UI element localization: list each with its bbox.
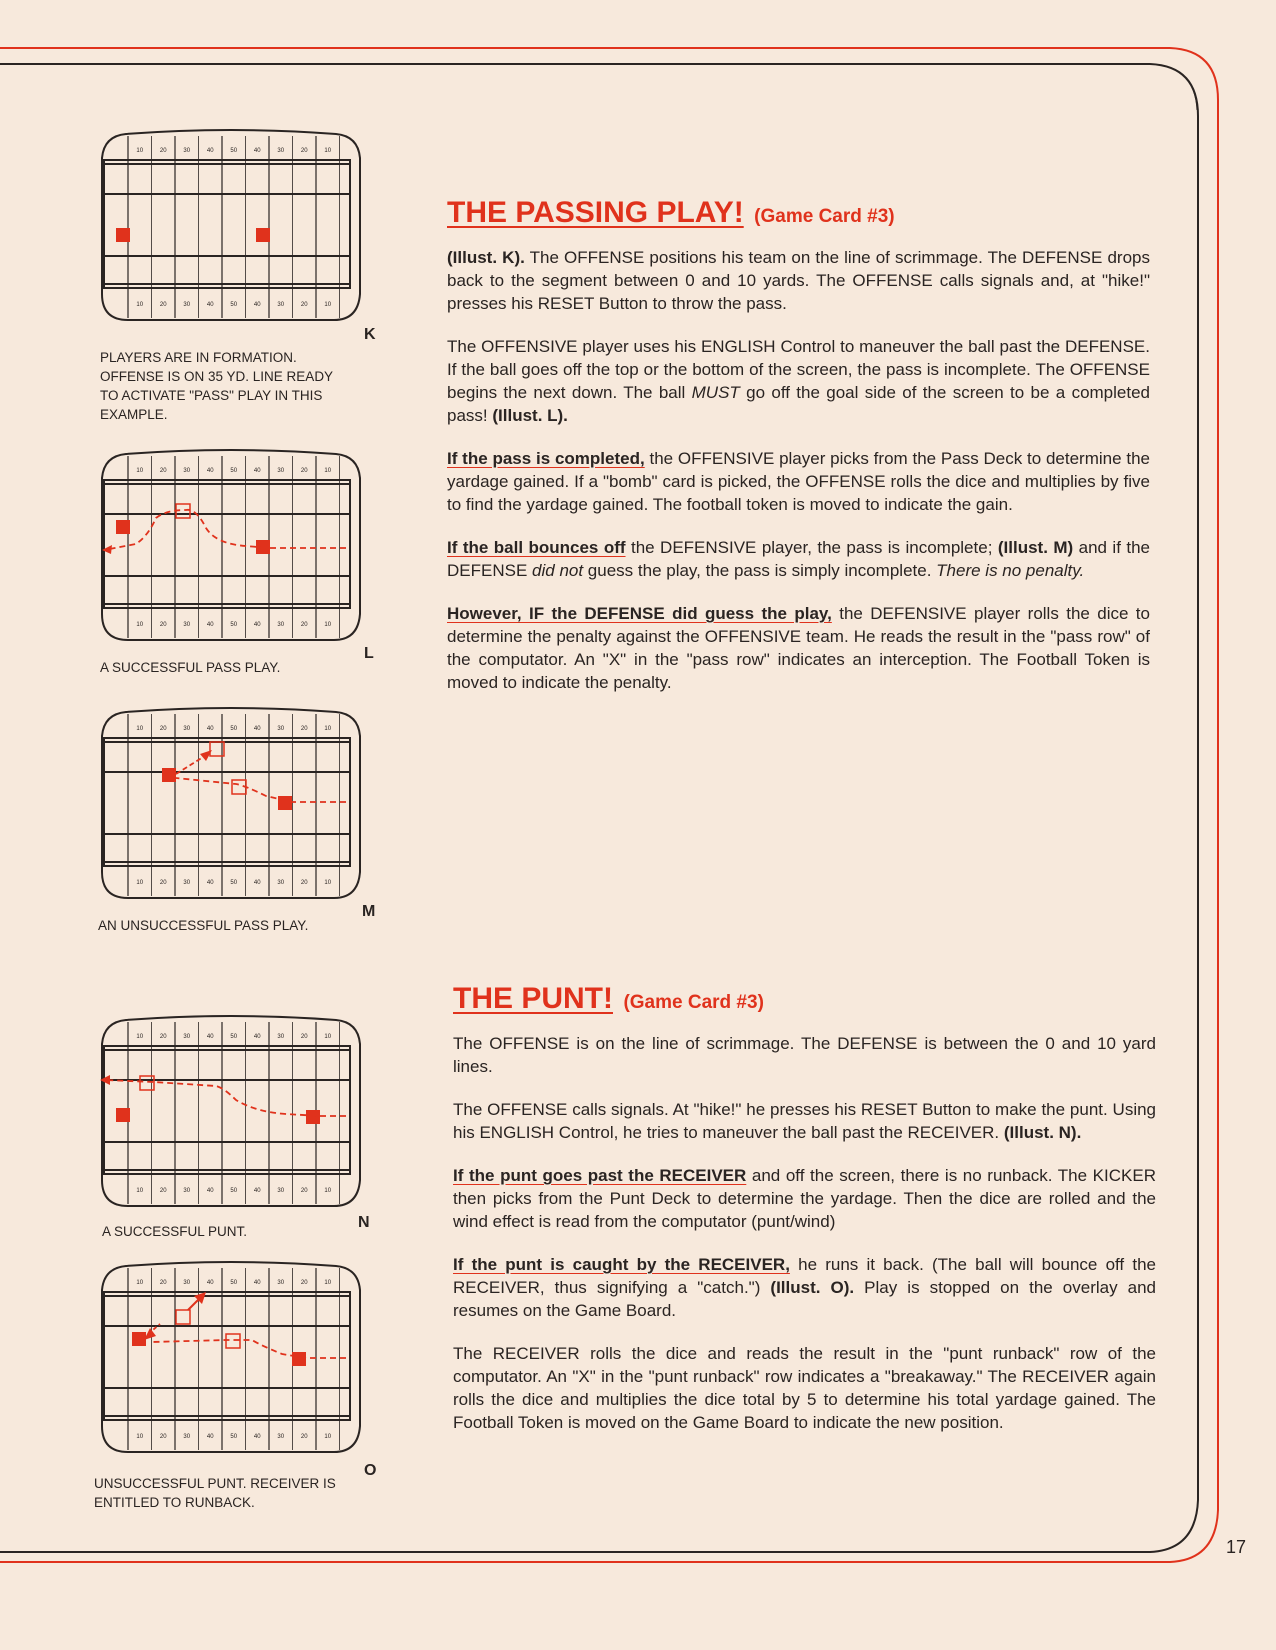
ball-path (152, 1340, 346, 1358)
text-segment: Play is stopped on the overlay and resumes on the Game Board. (453, 1278, 1156, 1320)
text-segment: the OFFENSIVE player picks from the Pass Deck to determine the yardage gained. If a "bomb" card is picked, the OFFENSE rolls the dice and multiplies by five to find the yardage gained. The football token is moved to indicate the gain. (447, 449, 1150, 514)
illustration-l (96, 448, 366, 658)
yard-label-bottom: 10 (136, 1434, 144, 1440)
yard-label-top: 40 (253, 148, 261, 154)
section-title: THE PUNT! (453, 982, 613, 1015)
section-heading (453, 982, 1156, 1016)
tv-screen-border (102, 130, 360, 320)
paragraph (447, 246, 1150, 315)
yard-label-top: 10 (324, 468, 332, 474)
yard-label-bottom: 40 (253, 880, 261, 886)
yard-label-top: 50 (230, 468, 238, 474)
text-segment: The OFFENSE calls signals. At "hike!" he presses his RESET Button to make the punt. Using his ENGLISH Control, he tries to maneuver the ball past the RECEIVER. (453, 1100, 1156, 1142)
yard-label-bottom: 20 (159, 622, 167, 628)
tv-screen-border (102, 450, 360, 640)
yard-label-top: 20 (300, 1280, 308, 1286)
field-outline (104, 1292, 350, 1420)
yard-label-top: 40 (206, 148, 214, 154)
yard-label-top: 10 (324, 726, 332, 732)
text-segment: The OFFENSE positions his team on the line of scrimmage. The DEFENSE drops back to the segment between 0 and 10 yards. The OFFENSE calls signals and, at "hike!" presses his RESET Button to throw the pass. (447, 248, 1150, 313)
section-heading (447, 196, 1150, 230)
text-segment: the DEFENSIVE player rolls the dice to determine the penalty against the OFFENSIVE team. He reads the result in the "pass row" of the computator. An "X" in the "pass row" indicates an interception. The Football Token is moved to indicate the penalty. (447, 604, 1150, 692)
yard-label-top: 50 (230, 148, 238, 154)
caption-m: AN UNSUCCESSFUL PASS PLAY. (98, 918, 309, 933)
text-segment: guess the play, the pass is simply incomplete. (583, 561, 937, 580)
yard-label-bottom: 10 (136, 302, 144, 308)
field-lines (102, 708, 360, 898)
tv-screen-diagram (96, 706, 366, 916)
section-title: THE PASSING PLAY! (447, 196, 744, 229)
offense-player (116, 228, 130, 242)
text-segment: The OFFENSE is on the line of scrimmage. The DEFENSE is between the 0 and 10 yard lines. (453, 1034, 1156, 1076)
yard-label-top: 10 (324, 148, 332, 154)
text-segment: If the pass is completed, (447, 449, 645, 468)
text-segment: he runs it back. (The ball will bounce off the RECEIVER, thus signifying a "catch.") (453, 1255, 1156, 1297)
yard-label-top: 10 (136, 148, 144, 154)
yard-label-bottom: 20 (300, 302, 308, 308)
text-segment: and if the DEFENSE (447, 538, 1150, 580)
illustration-letter-k: K (364, 326, 376, 343)
text-segment: The OFFENSIVE player uses his ENGLISH Control to maneuver the ball past the DEFENSE. If the ball goes off the top or the bottom of the screen, the pass is incomplete. The OFFENSE begins the next down. The ball (447, 337, 1150, 402)
yard-label-top: 20 (300, 726, 308, 732)
text-segment: the DEFENSIVE player, the pass is incomplete; (625, 538, 998, 557)
caption-k: PLAYERS ARE IN FORMATION. OFFENSE IS ON 35 YD. LINE READY TO ACTIVATE "PASS" PLAY IN THIS EXAMPLE. (100, 350, 333, 422)
yard-label-bottom: 40 (206, 302, 214, 308)
illustration-letter-m: M (362, 903, 376, 920)
game-card-ref: (Game Card #3) (754, 206, 895, 227)
yard-label-top: 20 (300, 468, 308, 474)
yard-label-bottom: 40 (253, 622, 261, 628)
yard-label-bottom: 40 (206, 1188, 214, 1194)
illustration-letter-l: L (364, 645, 374, 662)
yard-label-top: 30 (183, 148, 191, 154)
yard-label-top: 20 (300, 1034, 308, 1040)
yard-label-bottom: 20 (159, 302, 167, 308)
yard-label-bottom: 40 (253, 1434, 261, 1440)
offense-player (116, 1108, 130, 1122)
yard-label-bottom: 20 (300, 1188, 308, 1194)
kicker-player (292, 1352, 306, 1366)
yard-label-bottom: 40 (206, 880, 214, 886)
receiver-player (132, 1332, 146, 1346)
yard-label-bottom: 10 (324, 1434, 332, 1440)
yard-label-top: 30 (277, 468, 285, 474)
text-segment: If the punt goes past the RECEIVER (453, 1166, 747, 1185)
paragraph (453, 1098, 1156, 1144)
yard-label-bottom: 40 (206, 1434, 214, 1440)
paragraph (447, 335, 1150, 427)
tv-screen-diagram (96, 128, 366, 338)
yard-label-top: 10 (136, 1280, 144, 1286)
ball-path (176, 778, 346, 802)
yard-label-top: 30 (277, 1280, 285, 1286)
yard-label-top: 40 (253, 1280, 261, 1286)
yard-label-top: 30 (277, 1034, 285, 1040)
field-lines (102, 130, 360, 320)
text-segment: did not (532, 561, 584, 580)
yard-label-bottom: 10 (136, 622, 144, 628)
caption-n: A SUCCESSFUL PUNT. (102, 1224, 248, 1239)
yard-label-bottom: 40 (253, 302, 261, 308)
yard-label-bottom: 10 (324, 302, 332, 308)
yard-label-top: 40 (206, 726, 214, 732)
paragraph (453, 1164, 1156, 1233)
yard-label-bottom: 50 (230, 880, 238, 886)
yard-label-bottom: 50 (230, 1434, 238, 1440)
tv-screen-border (102, 1262, 360, 1452)
yard-label-bottom: 30 (183, 1188, 191, 1194)
yard-label-top: 50 (230, 726, 238, 732)
text-segment: However, IF the DEFENSE did guess the play, (447, 604, 832, 623)
paragraph (447, 602, 1150, 694)
illustration-letter-n: N (358, 1214, 370, 1231)
yard-label-top: 40 (206, 468, 214, 474)
yard-label-bottom: 30 (277, 880, 285, 886)
field-lines (102, 1262, 360, 1452)
paragraph (447, 447, 1150, 516)
yard-label-bottom: 50 (230, 622, 238, 628)
yard-label-top: 10 (324, 1034, 332, 1040)
defense-player (278, 796, 292, 810)
text-segment: (Illust. N). (1003, 1123, 1082, 1142)
caption-l: A SUCCESSFUL PASS PLAY. (100, 660, 281, 675)
paragraph (453, 1253, 1156, 1322)
tv-screen-border (102, 1016, 360, 1206)
tv-screen-diagram (96, 1014, 366, 1224)
yard-label-bottom: 10 (324, 880, 332, 886)
yard-label-top: 30 (183, 468, 191, 474)
yard-label-bottom: 20 (300, 622, 308, 628)
yard-label-top: 20 (159, 468, 167, 474)
yard-label-top: 10 (136, 468, 144, 474)
field-lines (102, 1016, 360, 1206)
yard-label-bottom: 10 (324, 1188, 332, 1194)
illustration-m (96, 706, 366, 916)
field-outline (104, 160, 350, 288)
ball-path (104, 510, 346, 550)
yard-label-bottom: 30 (277, 302, 285, 308)
text-segment: If the ball bounces off (447, 538, 626, 557)
yard-label-top: 20 (159, 1034, 167, 1040)
yard-label-bottom: 50 (230, 1188, 238, 1194)
defense-player (256, 228, 270, 242)
yard-label-bottom: 30 (277, 622, 285, 628)
yard-label-top: 30 (183, 726, 191, 732)
yard-label-top: 30 (183, 1034, 191, 1040)
yard-label-top: 40 (253, 726, 261, 732)
ball-marker (226, 1334, 240, 1348)
field-outline (104, 480, 350, 608)
yard-label-bottom: 30 (183, 302, 191, 308)
text-segment: (Illust. O). (770, 1278, 855, 1297)
text-segment: go off the goal side of the screen to be a completed pass! (447, 383, 1151, 425)
yard-label-bottom: 20 (300, 1434, 308, 1440)
illustration-k (96, 128, 366, 338)
catch-marker (176, 1310, 190, 1324)
yard-label-bottom: 40 (206, 622, 214, 628)
yard-label-bottom: 30 (277, 1188, 285, 1194)
illustration-letter-o: O (364, 1462, 377, 1479)
yard-label-bottom: 30 (183, 1434, 191, 1440)
page-number: 17 (1225, 1537, 1246, 1557)
yard-label-top: 30 (183, 1280, 191, 1286)
text-segment: MUST (691, 383, 740, 402)
text-segment: (Illust. M) (997, 538, 1074, 557)
yard-label-bottom: 10 (136, 1188, 144, 1194)
illustration-o (96, 1260, 366, 1470)
yard-label-bottom: 20 (159, 880, 167, 886)
text-segment: If the punt is caught by the RECEIVER, (453, 1255, 790, 1274)
offense-player (162, 768, 176, 782)
yard-label-top: 20 (159, 1280, 167, 1286)
tv-screen-diagram (96, 1260, 366, 1470)
yard-label-bottom: 20 (159, 1188, 167, 1194)
yard-label-top: 10 (136, 1034, 144, 1040)
yard-label-top: 20 (300, 148, 308, 154)
yard-label-top: 40 (206, 1034, 214, 1040)
text-segment: (Illust. K). (447, 248, 525, 267)
text-segment: The RECEIVER rolls the dice and reads the result in the "punt runback" row of the computator. An "X" in the "punt runback" row indicates a "breakaway." The RECEIVER again rolls the dice and multiplies the dice total by 5 to determine his total yardage gained. The Football Token is moved on the Game Board to indicate the new position. (453, 1344, 1156, 1432)
yard-label-bottom: 40 (253, 1188, 261, 1194)
yard-label-top: 10 (324, 1280, 332, 1286)
yard-label-top: 40 (206, 1280, 214, 1286)
yard-label-top: 30 (277, 148, 285, 154)
yard-label-top: 30 (277, 726, 285, 732)
paragraph (447, 536, 1150, 582)
yard-label-top: 50 (230, 1034, 238, 1040)
yard-label-top: 20 (159, 726, 167, 732)
text-segment: and off the screen, there is no runback. The KICKER then picks from the Punt Deck to determine the yardage. Then the dice are rolled and the wind effect is read from the computator (punt/wind) (453, 1166, 1156, 1231)
yard-label-top: 50 (230, 1280, 238, 1286)
text-segment: (Illust. L). (492, 406, 568, 425)
yard-label-bottom: 50 (230, 302, 238, 308)
yard-label-bottom: 30 (277, 1434, 285, 1440)
offense-player (116, 520, 130, 534)
caption-o: UNSUCCESSFUL PUNT. RECEIVER IS ENTITLED TO RUNBACK. (94, 1476, 336, 1510)
yard-label-bottom: 10 (136, 880, 144, 886)
passing-play-section (447, 196, 1150, 714)
tv-screen-border (102, 708, 360, 898)
yard-label-top: 10 (136, 726, 144, 732)
yard-label-top: 40 (253, 468, 261, 474)
game-card-ref: (Game Card #3) (623, 992, 764, 1013)
field-lines (102, 450, 360, 640)
yard-label-bottom: 20 (300, 880, 308, 886)
yard-label-bottom: 10 (324, 622, 332, 628)
paragraph (453, 1032, 1156, 1078)
illustration-n (96, 1014, 366, 1224)
paragraph (453, 1342, 1156, 1434)
yard-label-bottom: 30 (183, 880, 191, 886)
text-segment: There is no penalty. (936, 561, 1085, 580)
yard-label-top: 40 (253, 1034, 261, 1040)
punt-section (453, 982, 1156, 1454)
yard-label-bottom: 30 (183, 622, 191, 628)
kicker-player (306, 1110, 320, 1124)
yard-label-top: 20 (159, 148, 167, 154)
tv-screen-diagram (96, 448, 366, 658)
yard-label-bottom: 20 (159, 1434, 167, 1440)
